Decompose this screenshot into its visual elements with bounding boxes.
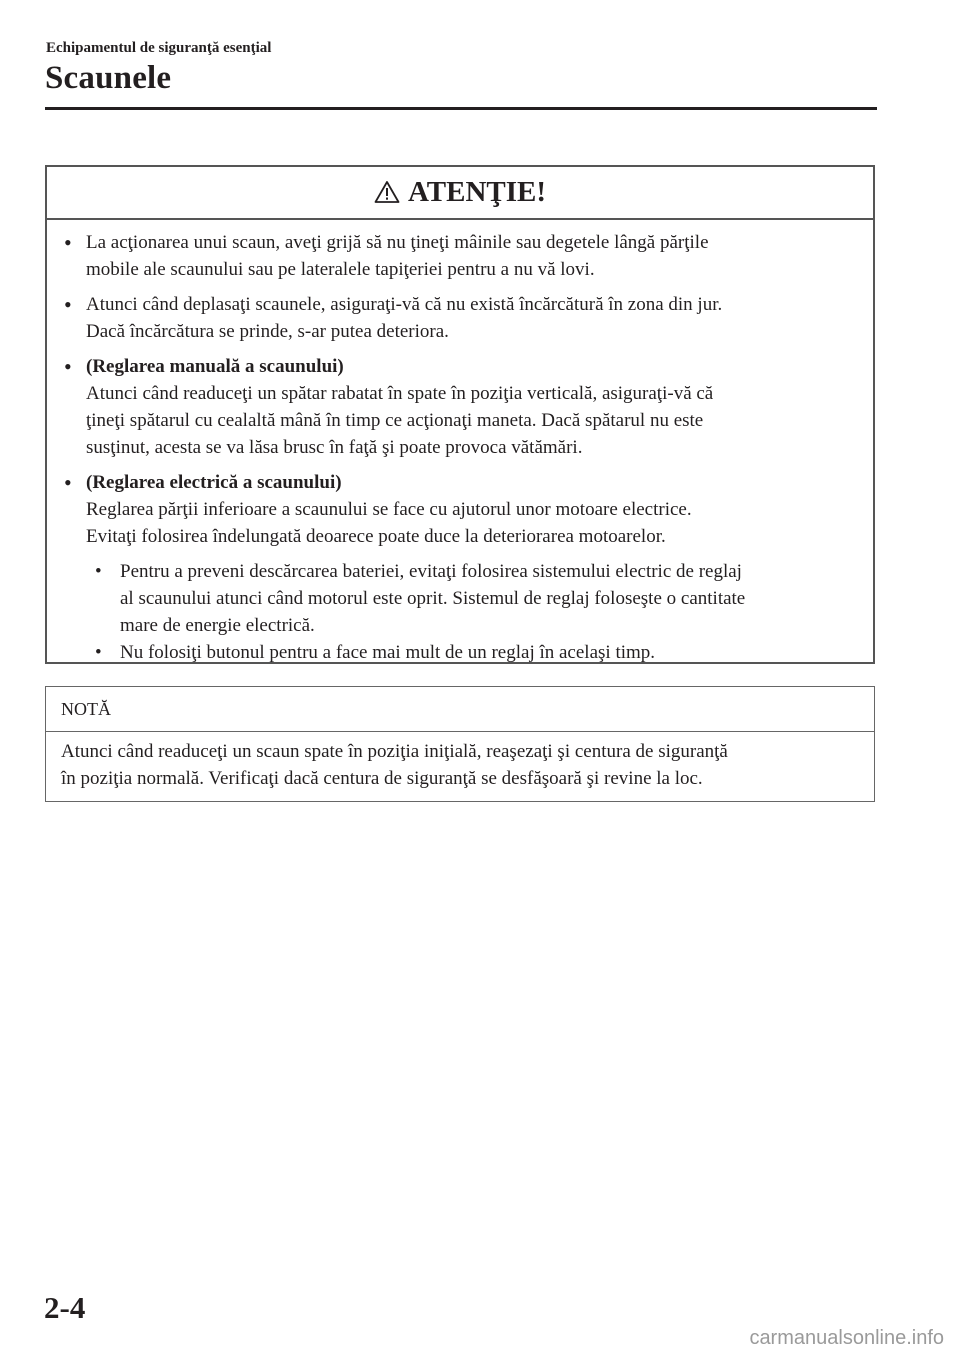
text-line: Nu folosiţi butonul pentru a face mai mult de un reglaj în acelaşi timp.	[120, 642, 656, 663]
warning-heading: ATENŢIE!	[407, 176, 547, 208]
text-line: Atunci când deplasaţi scaunele, asiguraţi-vă că nu există încărcătură în zona din jur.	[86, 294, 723, 315]
warning-item	[62, 229, 853, 283]
warning-triangle-icon	[374, 180, 400, 204]
warning-item	[62, 469, 853, 666]
text-line: La acţionarea unui scaun, aveţi grijă să nu ţineţi mâinile sau degetele lângă părţile	[86, 232, 709, 253]
text-line: ţineţi spătarul cu cealaltă mână în timp ce acţionaţi maneta. Dacă spătarul nu este	[86, 410, 704, 431]
text-line: Evitaţi folosirea îndelungată deoarece poate duce la deteriorarea motoarelor.	[86, 526, 666, 547]
page-number: 2-4	[44, 1290, 86, 1325]
warning-item	[62, 291, 853, 345]
text-line: Atunci când readuceţi un spătar rabatat în spate în poziţia verticală, asiguraţi-vă că	[86, 383, 714, 404]
text-line: susţinut, acesta se va lăsa brusc în faţă şi poate provoca vătămări.	[86, 437, 583, 458]
sub-bullet-icon: •	[95, 561, 102, 582]
bullet-icon: •	[64, 354, 72, 379]
page-title: Scaunele	[45, 60, 172, 96]
warning-item	[62, 353, 853, 461]
section-label: Echipamentul de siguranţă esenţial	[46, 40, 272, 56]
warning-box	[45, 165, 875, 664]
item-heading: (Reglarea manuală a scaunului)	[86, 356, 344, 377]
note-box	[45, 686, 875, 802]
sub-item	[94, 639, 853, 666]
bullet-icon: •	[64, 230, 72, 255]
bullet-icon: •	[64, 470, 72, 495]
text-line: mare de energie electrică.	[120, 615, 315, 636]
title-divider	[45, 107, 877, 110]
text-line: Atunci când readuceţi un scaun spate în poziţia iniţială, reaşezaţi şi centura de siguranţă	[61, 741, 728, 762]
text-line: Pentru a preveni descărcarea bateriei, evitaţi folosirea sistemului electric de reglaj	[120, 561, 742, 582]
note-heading: NOTĂ	[46, 687, 874, 732]
note-body	[46, 732, 874, 792]
watermark: carmanualsonline.info	[749, 1327, 944, 1349]
warning-body	[47, 220, 873, 666]
sub-item	[94, 558, 853, 639]
sub-bullet-icon: •	[95, 642, 102, 663]
bullet-icon: •	[64, 292, 72, 317]
text-line: în poziţia normală. Verificaţi dacă centura de siguranţă se desfăşoară şi revine la loc.	[61, 768, 703, 789]
item-heading: (Reglarea electrică a scaunului)	[86, 472, 342, 493]
sub-list	[94, 558, 853, 666]
text-line: al scaunului atunci când motorul este oprit. Sistemul de reglaj foloseşte o cantitate	[120, 588, 746, 609]
text-line: mobile ale scaunului sau pe lateralele tapiţeriei pentru a nu vă lovi.	[86, 259, 595, 280]
text-line: Dacă încărcătura se prinde, s-ar putea deteriora.	[86, 321, 449, 342]
text-line: Reglarea părţii inferioare a scaunului se face cu ajutorul unor motoare electrice.	[86, 499, 692, 520]
warning-header	[47, 167, 873, 220]
